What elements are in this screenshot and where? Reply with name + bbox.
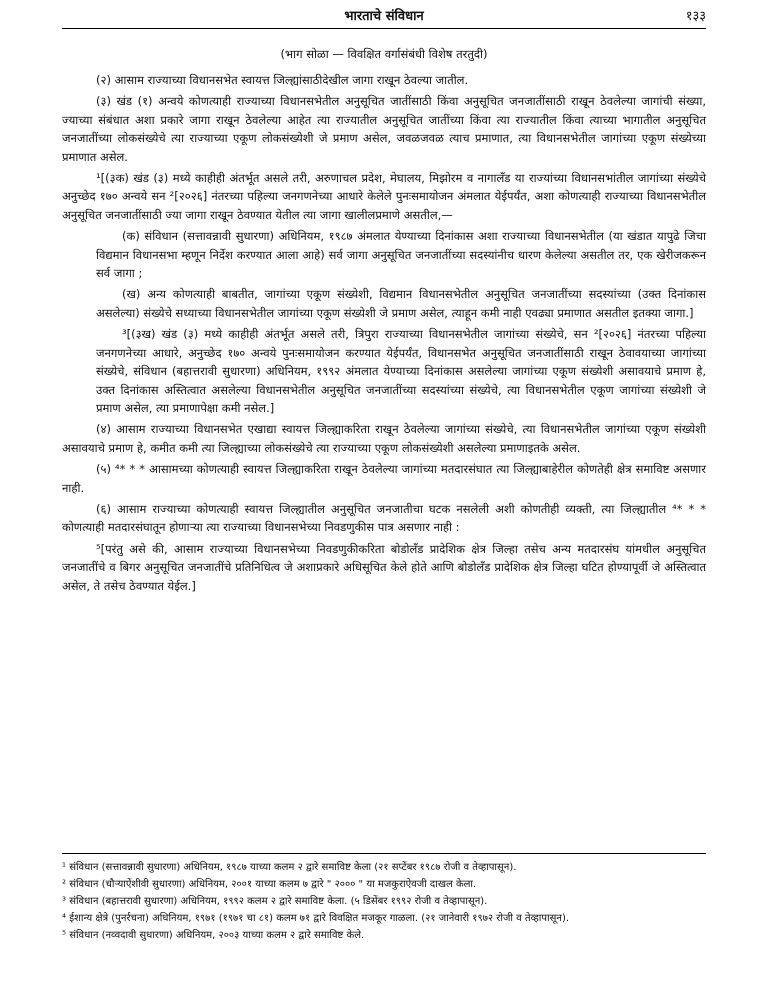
clause-3a: ¹[(३क) खंड (३) मध्ये काहीही अंतर्भूत असले तरी, अरुणाचल प्रदेश, मेघालय, मिझोरम व नागालँड या राज्यांच्या विधानसभांतील जागांच्या संख्येचे अनुच्छेद १७० अन्वये सन ²[२०२६] नंतरच्या पहिल्या जनगणनेच्या आधारे केलेले पुनःसमायोजन अंमलात येईपर्यंत, अशा कोणत्याही राज्याच्या विधानसभेतील अनुसूचित जनजातींसाठी ज्या जागा राखून ठेवण्यात येतील त्या जागा खालीलप्रमाणे असतील,— xyxy=(62,171,706,222)
clause-3: (३) खंड (१) अन्वये कोणत्याही राज्याच्या विधानसभेतील अनुसूचित जातींसाठी किंवा अनुसूचित जनजातींसाठी राखून ठेवलेल्या जागांची संख्या, ज्याच्या संबंधात अशा प्रकारे जागा राखून ठेवलेल्या आहेत त्या राज्यातील अनुसूचित जातींच्या किंवा त्या राज्यातील किंवा त्याच्या भागातील अनुसूचित जनजातींच्या लोकसंख्येचे त्या राज्याच्या एकूण लोकसंख्येशी जे प्रमाण असेल, जवळजवळ त्याच प्रमाणात, त्या विधानसभेतील जागांच्या एकूण संख्येच्या प्रमाणात असेल. xyxy=(62,94,706,164)
clause-3a-sub-kha: (ख) अन्य कोणत्याही बाबतीत, जागांच्या एकूण संख्येशी, विद्यमान विधानसभेतील अनुसूचित जनजातींच्या सदस्यांच्या (उक्त दिनांकास असलेल्या) संख्येचे सध्याच्या विधानसभेतील जागांच्या एकूण संख्येशी जे प्रमाण असेल, त्याहून कमी नाही एवढ्या प्रमाणात असतील इतक्या जागा.] xyxy=(96,287,706,320)
clause-4: (४) आसाम राज्याच्या विधानसभेत एखाद्या स्वायत्त जिल्ह्याकरिता राखून ठेवलेल्या जागांच्या संख्येचे, त्या विधानसभेतील जागांच्या एकूण संख्येशी असावयाचे प्रमाण हे, कमीत कमी त्या जिल्ह्याच्या लोकसंख्येचे त्या राज्याच्या एकूण लोकसंख्येशी असलेल्या प्रमाणाइतके असेल. xyxy=(62,422,706,455)
header-rule xyxy=(62,28,706,29)
footnote-1: ¹ संविधान (सत्तावन्नावी सुधारणा) अधिनियम, १९८७ याच्या कलम २ द्वारे समाविष्ट केला (२१ सप्टेंबर १९८७ रोजी व तेव्हापासून). xyxy=(62,862,517,873)
clause-3a-sub-ka: (क) संविधान (सत्तावन्नावी सुधारणा) अधिनियम, १९८७ अंमलात येण्याच्या दिनांकास अशा राज्याच्या विधानसभेतील (या खंडात यापुढे जिचा विद्यमान विधानसभा म्हणून निर्देश करण्यात आला आहे) सर्व जागा अनुसूचित जनजातींच्या सदस्यांनीच धारण केलेल्या असतील तर, एक खेरीजकरून सर्व जागा ; xyxy=(96,229,706,281)
page-number: १३३ xyxy=(685,9,706,24)
footnote-5: ⁵ संविधान (नव्वदावी सुधारणा) अधिनियम, २००३ याच्या कलम २ द्वारे समाविष्ट केले. xyxy=(62,930,365,941)
footnote-rule xyxy=(62,853,706,854)
clause-2: (२) आसाम राज्याच्या विधानसभेत स्वायत्त जिल्ह्यांसाठीदेखील जागा राखून ठेवल्या जातील. xyxy=(96,73,469,87)
footnote-3: ³ संविधान (बहात्तरावी सुधारणा) अधिनियम, १९९२ कलम २ द्वारे समाविष्ट केला. (५ डिसेंबर १९९२ रोजी व तेव्हापासून). xyxy=(62,896,488,907)
footnote-2: ² संविधान (चौऱ्याऐंशीवी सुधारणा) अधिनियम, २००१ याच्या कलम ७ द्वारे " २००० " या मजकुराऐवजी दाखल केला. xyxy=(62,879,477,890)
article-body xyxy=(62,71,706,598)
clause-3b: ³[(३ख) खंड (३) मध्ये काहीही अंतर्भूत असले तरी, त्रिपुरा राज्याच्या विधानसभेतील जागांच्या संख्येचे, सन ²[२०२६] नंतरच्या पहिल्या जनगणनेच्या आधारे, अनुच्छेद १७० अन्वये पुनःसमायोजन करण्यात येईपर्यंत, विधानसभेत अनुसूचित जनजातींसाठी राखून ठेवावयाच्या जागांच्या संख्येचे, संविधान (बहात्तरावी सुधारणा) अधिनियम, १९९२ अंमलात येण्याच्या दिनांकास असलेल्या जागांच्या एकूण संख्येशी असावयाचे प्रमाण हे, उक्त दिनांकास अस्तित्वात असलेल्या विधानसभेतील अनुसूचित जनजातींच्या सदस्यांच्या संख्येचे, त्या विधानसभेतील एकूण जागांच्या संख्येशी जे प्रमाण असेल, त्या प्रमाणापेक्षा कमी नसेल.] xyxy=(96,327,706,415)
clause-6: (६) आसाम राज्याच्या कोणत्याही स्वायत्त जिल्ह्यातील अनुसूचित जनजातीचा घटक नसलेली अशी कोणतीही व्यक्ती, त्या जिल्ह्यातील ⁴* * * कोणत्याही मतदारसंघातून होणाऱ्या त्या राज्याच्या विधानसभेच्या निवडणुकीस पात्र असणार नाही : xyxy=(62,501,706,535)
footnote-4: ⁴ ईशान्य क्षेत्रे (पुनर्रचना) अधिनियम, १९७१ (१९७१ चा ८१) कलम ७१ द्वारे विवक्षित मजकूर गाळला. (२१ जानेवारी १९७२ रोजी व तेव्हापासून). xyxy=(62,913,570,924)
clause-5: (५) ⁴* * * आसामच्या कोणत्याही स्वायत्त जिल्ह्याकरिता राखून ठेवलेल्या जागांच्या मतदारसंघात त्या जिल्ह्याबाहेरील कोणतेही क्षेत्र समाविष्ट असणार नाही. xyxy=(62,462,706,495)
running-header-title: भारताचे संविधान xyxy=(344,9,424,24)
part-heading: (भाग सोळा — विवक्षित वर्गासंबंधी विशेष तरतुदी) xyxy=(280,47,488,61)
footnotes xyxy=(62,859,712,944)
clause-6-proviso: ⁵[परंतु असे की, आसाम राज्याच्या विधानसभेच्या निवडणुकीकरिता बोडोलँड प्रादेशिक क्षेत्र जिल्हा तसेच अन्य मतदारसंघ यांमधील अनुसूचित जनजातींचे व बिगर अनुसूचित जनजातींचे प्रतिनिधित्व जे अशाप्रकारे अधिसूचित केले होते आणि बोडोलँड प्रादेशिक क्षेत्र जिल्हा घटित होण्यापूर्वी जे अस्तित्वात असेल, ते तसेच ठेवण्यात येईल.] xyxy=(62,541,706,593)
